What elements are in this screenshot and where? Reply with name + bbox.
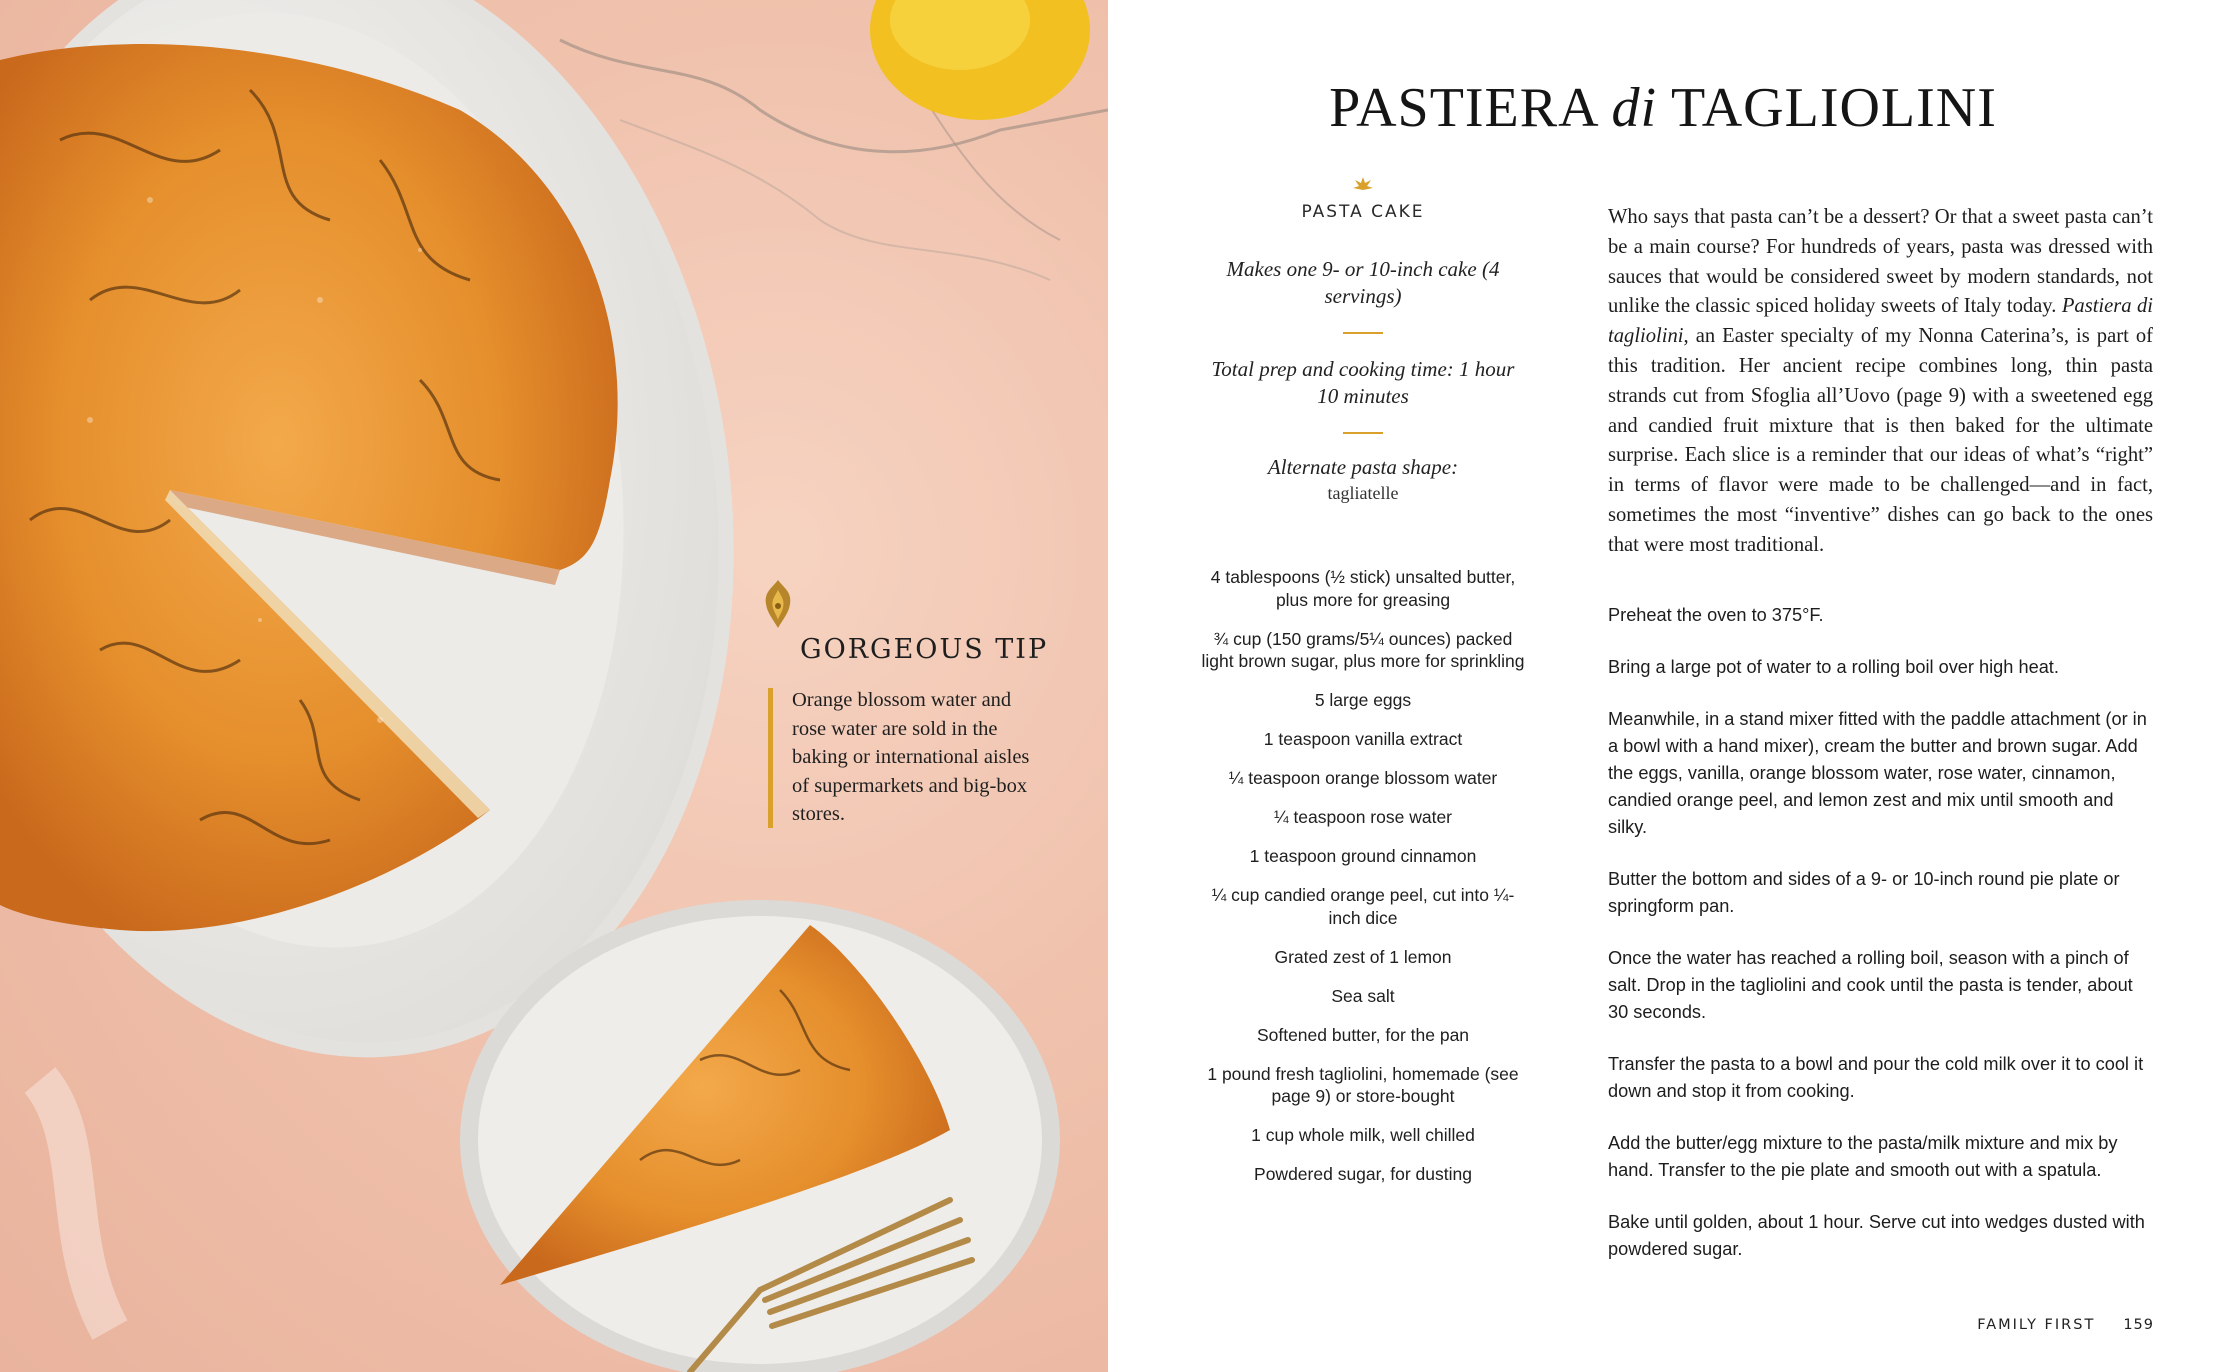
title-italic-di: di — [1611, 77, 1658, 139]
method-step: Transfer the pasta to a bowl and pour the cold milk over it to cool it down and stop it from cooking. — [1608, 1054, 2144, 1101]
ingredient-item: ¼ cup candied orange peel, cut into ¼-inch dice — [1211, 885, 1515, 928]
page-number: 159 — [2123, 1317, 2154, 1333]
title-text-2: TAGLIOLINI — [1657, 77, 1997, 139]
flame-crest-icon — [762, 578, 794, 630]
intro-text: Who says that pasta can’t be a dessert? Or that a sweet pasta can’t be a main course? For hundreds of years, pasta was dressed with sauces that would be considered sweet by modern standards, not unlike the classic spiced holiday sweets of Italy today. — [1608, 206, 2153, 318]
method-step: Add the butter/egg mixture to the pasta/milk mixture and mix by hand. Transfer to the pie plate and smooth out with a spatula. — [1608, 1133, 2118, 1180]
recipe-intro — [1608, 203, 2153, 561]
ingredient-item: ¼ teaspoon rose water — [1273, 807, 1453, 827]
recipe-meta — [1180, 176, 1546, 505]
ingredient-item: 1 teaspoon vanilla extract — [1263, 729, 1463, 749]
section-name: FAMILY FIRST — [1977, 1317, 2096, 1333]
ingredients-list — [1200, 566, 1526, 1202]
title-text-1: PASTIERA — [1329, 77, 1612, 139]
tip-text: Orange blossom water and rose water are sold in the baking or international aisles of supermarkets and big-box stores. — [792, 689, 1030, 825]
ingredient-item: 1 cup whole milk, well chilled — [1251, 1125, 1475, 1145]
recipe-title — [1108, 76, 2218, 140]
gold-divider — [1343, 432, 1383, 434]
method-step: Meanwhile, in a stand mixer fitted with the paddle attachment (or in a bowl with a hand mixer), cream the butter and brown sugar. Add the eggs, vanilla, orange blossom water, rose water, cinnamon, candied orange peel, and lemon zest and mix until smooth and silky. — [1608, 709, 2147, 837]
method-step: Bake until golden, about 1 hour. Serve cut into wedges dusted with powdered sugar. — [1608, 1212, 2145, 1259]
method-step: Butter the bottom and sides of a 9- or 10-inch round pie plate or springform pan. — [1608, 869, 2120, 916]
page-footer — [1900, 1317, 2154, 1333]
leaf-ornament-icon — [1352, 176, 1374, 192]
tip-title: GORGEOUS TIP — [800, 634, 1049, 665]
ingredient-item: Grated zest of 1 lemon — [1274, 946, 1452, 967]
ingredient-item: Powdered sugar, for dusting — [1254, 1164, 1472, 1184]
ingredient-item: 4 tablespoons (½ stick) unsalted butter, plus more for greasing — [1210, 567, 1516, 610]
recipe-subtitle: PASTA CAKE — [1301, 202, 1425, 222]
ingredient-item: ¾ cup (150 grams/5¼ ounces) packed light brown sugar, plus more for sprinkling — [1201, 628, 1525, 671]
alt-shape-label: Alternate pasta shape: — [1267, 455, 1459, 479]
recipe-yield: Makes one 9- or 10-inch cake (4 servings) — [1226, 257, 1500, 308]
method-steps — [1608, 602, 2156, 1288]
ingredient-item: 1 pound fresh tagliolini, homemade (see page 9) or store-bought — [1207, 1063, 1519, 1106]
ingredient-item: ¼ teaspoon orange blossom water — [1228, 768, 1498, 788]
method-step: Once the water has reached a rolling boil, season with a pinch of salt. Drop in the tagliolini and cook until the pasta is tender, about 30 seconds. — [1608, 948, 2133, 1022]
ingredient-item: Sea salt — [1331, 985, 1395, 1006]
method-step: Bring a large pot of water to a rolling boil over high heat. — [1608, 657, 2059, 677]
ingredient-item: 1 teaspoon ground cinnamon — [1249, 846, 1477, 866]
food-photo — [0, 0, 1108, 1372]
recipe-time: Total prep and cooking time: 1 hour 10 minutes — [1211, 357, 1515, 408]
method-step: Preheat the oven to 375°F. — [1608, 605, 1824, 625]
ingredient-item: Softened butter, for the pan — [1256, 1024, 1470, 1045]
intro-text: , an Easter specialty of my Nonna Caterina’s, is part of this tradition. Her ancient recipe combines long, thin pasta strands cut from Sfoglia all’Uovo (page 9) with a sweetened egg and candied fruit mixture that is then baked for the ultimate surprise. Each slice is a reminder that our ideas of what’s “right” in terms of flavor were made to be challenged—and in fact, sometimes the most “inventive” dishes can go back to the ones that were most traditional. — [1608, 325, 2153, 556]
gold-divider — [1343, 332, 1383, 334]
ingredient-item: 5 large eggs — [1314, 690, 1412, 710]
alt-shape-value: tagliatelle — [1327, 483, 1399, 503]
tip-accent-bar — [768, 688, 773, 828]
intro-italic-dish-name: Pastiera di tagliolini — [1608, 295, 2154, 348]
